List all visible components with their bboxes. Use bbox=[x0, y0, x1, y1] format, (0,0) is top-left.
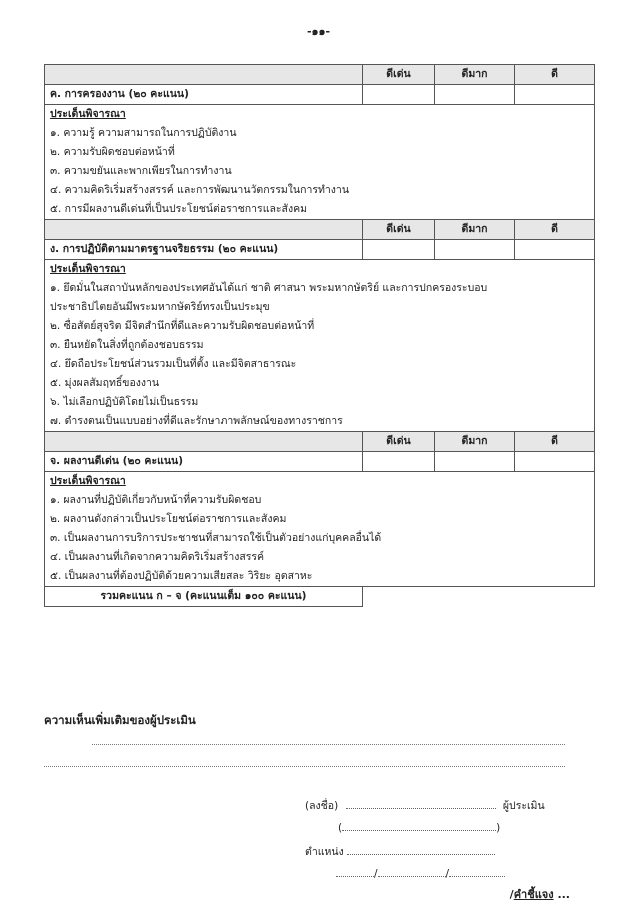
name-field[interactable] bbox=[342, 820, 496, 831]
section-row bbox=[45, 85, 595, 105]
criteria-item: ๕. การมีผลงานดีเด่นที่เป็นประโยชน์ต่อราชการและสังคม bbox=[50, 203, 308, 215]
criteria-item: ๑. ความรู้ ความสามารถในการปฏิบัติงาน bbox=[50, 127, 237, 139]
position-line bbox=[305, 843, 495, 860]
criteria-item: ๖. ไม่เลือกปฏิบัติโดยไม่เป็นธรรม bbox=[50, 396, 199, 408]
col-good: ดี bbox=[515, 432, 595, 452]
criteria-item: ๕. เป็นผลงานที่ต้องปฏิบัติด้วยความเสียสละ วิริยะ อุตสาหะ bbox=[50, 570, 313, 582]
criteria-item: ๒. ซื่อสัตย์สุจริต มีจิตสำนึกที่ดีและความรับผิดชอบต่อหน้าที่ bbox=[50, 320, 315, 332]
footer-note bbox=[510, 885, 570, 903]
opinion-title: ความเห็นเพิ่มเติมของผู้ประเมิน bbox=[44, 713, 196, 727]
criteria-item: ๕. มุ่งผลสัมฤทธิ์ของงาน bbox=[50, 377, 160, 389]
col-good: ดี bbox=[515, 220, 595, 240]
page-number: -๑๑- bbox=[306, 25, 331, 38]
opinion-line-1[interactable] bbox=[92, 744, 565, 745]
criteria-title: ประเด็นพิจารณา bbox=[50, 108, 126, 120]
score-cell-good[interactable] bbox=[515, 240, 595, 260]
col-very-good: ดีมาก bbox=[435, 65, 515, 85]
criteria-item: ๔. เป็นผลงานที่เกิดจากความคิดริเริ่มสร้างสรรค์ bbox=[50, 551, 265, 563]
date-day-field[interactable] bbox=[336, 866, 374, 877]
evaluation-table bbox=[44, 64, 595, 607]
criteria-item: ๗. ดำรงตนเป็นแบบอย่างที่ดีและรักษาภาพลักษณ์ของทางราชการ bbox=[50, 415, 343, 427]
section-title: จ. ผลงานดีเด่น (๒๐ คะแนน) bbox=[45, 452, 363, 472]
header-blank-cell bbox=[45, 65, 363, 85]
criteria-item: ๒. ความรับผิดชอบต่อหน้าที่ bbox=[50, 146, 175, 158]
score-cell-good[interactable] bbox=[515, 85, 595, 105]
sign-label: (ลงชื่อ) bbox=[305, 800, 339, 812]
rating-header-row bbox=[45, 65, 595, 85]
criteria-title: ประเด็นพิจารณา bbox=[50, 263, 126, 275]
score-cell-very-good[interactable] bbox=[435, 85, 515, 105]
score-cell-outstanding[interactable] bbox=[363, 240, 435, 260]
col-very-good: ดีมาก bbox=[435, 432, 515, 452]
criteria-item: ๒. ผลงานดังกล่าวเป็นประโยชน์ต่อราชการและสังคม bbox=[50, 513, 287, 525]
sign-field[interactable] bbox=[346, 798, 496, 809]
col-good: ดี bbox=[515, 65, 595, 85]
score-cell-very-good[interactable] bbox=[435, 240, 515, 260]
opinion-line-2[interactable] bbox=[44, 766, 565, 767]
total-label: รวมคะแนน ก – จ (คะแนนเต็ม ๑๐๐ คะแนน) bbox=[45, 587, 363, 607]
header-blank-cell bbox=[45, 432, 363, 452]
header-blank-cell bbox=[45, 220, 363, 240]
position-label: ตำแหน่ง bbox=[305, 846, 344, 858]
criteria-item: ๓. ความขยันและพากเพียรในการทำงาน bbox=[50, 165, 232, 177]
date-year-field[interactable] bbox=[449, 866, 505, 877]
score-cell-outstanding[interactable] bbox=[363, 452, 435, 472]
criteria-item: ๔. ยึดถือประโยชน์ส่วนรวมเป็นที่ตั้ง และมีจิตสาธารณะ bbox=[50, 358, 297, 370]
footer-link: คำชี้แจง bbox=[513, 888, 554, 901]
criteria-item: ๑. ยึดมั่นในสถาบันหลักของประเทศอันได้แก่ ชาติ ศาสนา พระมหากษัตริย์ และการปกครองระบอบ bbox=[50, 282, 488, 294]
rating-header-row bbox=[45, 220, 595, 240]
criteria-block bbox=[45, 260, 595, 432]
rating-header-row bbox=[45, 432, 595, 452]
score-cell-very-good[interactable] bbox=[435, 452, 515, 472]
section-row bbox=[45, 240, 595, 260]
evaluator-label: ผู้ประเมิน bbox=[502, 800, 545, 812]
section-row bbox=[45, 452, 595, 472]
section-title: ค. การครองงาน (๒๐ คะแนน) bbox=[45, 85, 363, 105]
section-title: ง. การปฏิบัติตามมาตรฐานจริยธรรม (๒๐ คะแนน) bbox=[45, 240, 363, 260]
criteria-title: ประเด็นพิจารณา bbox=[50, 475, 126, 487]
criteria-item: ๓. เป็นผลงานการบริการประชาชนที่สามารถใช้เป็นตัวอย่างแก่บุคคลอื่นได้ bbox=[50, 532, 382, 544]
sign-line bbox=[305, 797, 545, 814]
footer-prefix: / bbox=[509, 888, 514, 901]
name-line: ( ) bbox=[338, 822, 501, 834]
col-outstanding: ดีเด่น bbox=[363, 65, 435, 85]
criteria-item: ๓. ยืนหยัดในสิ่งที่ถูกต้องชอบธรรม bbox=[50, 339, 204, 351]
criteria-row bbox=[45, 105, 595, 220]
footer-suffix: ... bbox=[553, 888, 570, 901]
date-month-field[interactable] bbox=[378, 866, 446, 877]
position-field[interactable] bbox=[347, 844, 495, 855]
col-outstanding: ดีเด่น bbox=[363, 220, 435, 240]
criteria-row bbox=[45, 260, 595, 432]
total-blank bbox=[363, 587, 595, 607]
criteria-row bbox=[45, 472, 595, 587]
criteria-block bbox=[45, 105, 595, 220]
criteria-item: ๔. ความคิดริเริ่มสร้างสรรค์ และการพัฒนานวัตกรรมในการทำงาน bbox=[50, 184, 349, 196]
score-cell-outstanding[interactable] bbox=[363, 85, 435, 105]
col-very-good: ดีมาก bbox=[435, 220, 515, 240]
criteria-item: ประชาธิปไตยอันมีพระมหากษัตริย์ทรงเป็นประมุข bbox=[50, 301, 270, 313]
score-cell-good[interactable] bbox=[515, 452, 595, 472]
criteria-block bbox=[45, 472, 595, 587]
criteria-item: ๑. ผลงานที่ปฏิบัติเกี่ยวกับหน้าที่ความรับผิดชอบ bbox=[50, 494, 262, 506]
col-outstanding: ดีเด่น bbox=[363, 432, 435, 452]
date-line: / / bbox=[336, 866, 505, 880]
total-row bbox=[45, 587, 595, 607]
